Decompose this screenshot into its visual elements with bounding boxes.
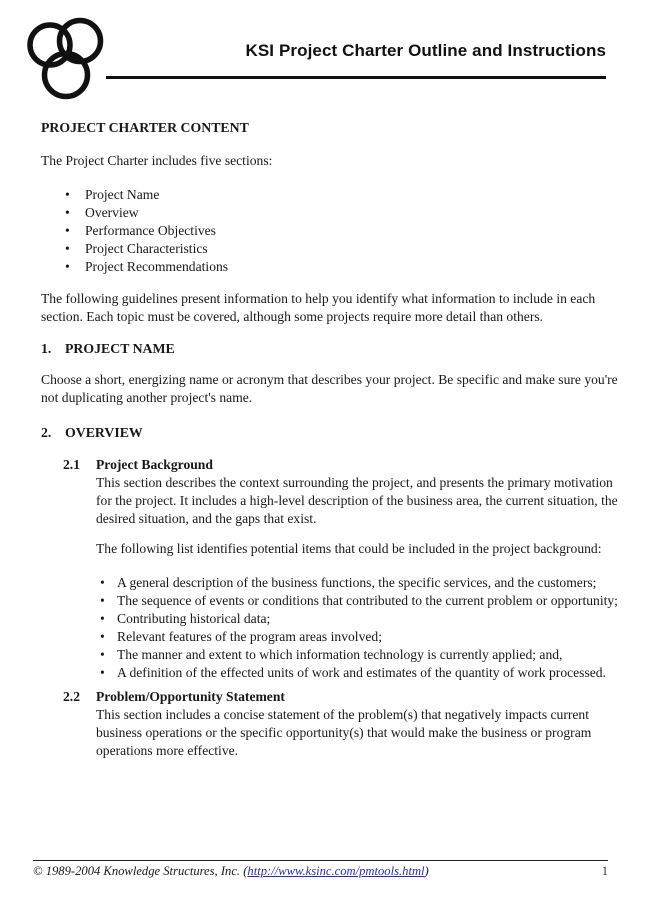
subsection-2-2 [63, 688, 621, 760]
bullet-icon: • [100, 593, 105, 608]
guidelines-paragraph: The following guidelines present information to help you identify what information to include in each section. Each topic must be covered, although some projects require more detail than others. [41, 291, 596, 324]
background-items-list [96, 574, 621, 682]
list-item-text: The sequence of events or conditions that contributed to the current problem or opportunity; [117, 593, 618, 608]
section-2-title: OVERVIEW [65, 425, 143, 440]
copyright-suffix: ) [424, 864, 429, 878]
subsection-2-1-number: 2.1 [63, 457, 80, 472]
list-item-text: Project Recommendations [85, 259, 229, 274]
section-1-heading [41, 340, 621, 358]
bullet-icon: • [65, 241, 70, 256]
subsection-2-1-title: Project Background [96, 457, 213, 472]
list-item [65, 186, 621, 204]
bullet-icon: • [100, 665, 105, 680]
list-item-text: Performance Objectives [85, 223, 216, 238]
list-item [65, 204, 621, 222]
bullet-icon: • [65, 259, 70, 274]
list-item [65, 222, 621, 240]
subsection-2-1-paragraph-2: The following list identifies potential items that could be included in the project background: [96, 541, 602, 556]
bullet-icon: • [65, 187, 70, 202]
list-item-text: Project Characteristics [85, 241, 208, 256]
bullet-icon: • [100, 611, 105, 626]
page-footer [33, 860, 608, 879]
charter-sections-list [41, 186, 621, 276]
list-item-text: A general description of the business functions, the specific services, and the customers; [117, 575, 597, 590]
footer-link[interactable]: http://www.ksinc.com/pmtools.html [247, 864, 425, 878]
section-1-number: 1. [41, 341, 52, 356]
section-2-heading [41, 424, 621, 442]
section-2-number: 2. [41, 425, 52, 440]
bullet-icon: • [100, 629, 105, 644]
list-item-text: Overview [85, 205, 139, 220]
subsection-2-1-paragraph-1: This section describes the context surrounding the project, and presents the primary motivation for the project. It includes a high-level description of the business area, the current situation, the desired situation, and the gaps that exist. [96, 475, 618, 526]
list-item-text: Relevant features of the program areas involved; [117, 629, 382, 644]
section-1-title: PROJECT NAME [65, 341, 175, 356]
subsection-2-1 [63, 456, 621, 682]
list-item [100, 628, 621, 646]
list-item [100, 610, 621, 628]
ksi-three-rings-logo-icon [24, 14, 108, 102]
subsection-2-2-title: Problem/Opportunity Statement [96, 689, 285, 704]
bullet-icon: • [65, 205, 70, 220]
list-item [100, 574, 621, 592]
list-item [100, 646, 621, 664]
subsection-2-2-paragraph: This section includes a concise statement of the problem(s) that negatively impacts current business operations or the specific opportunity(s) that would make the business or program operations more effective. [96, 707, 592, 758]
bullet-icon: • [100, 575, 105, 590]
page-number: 1 [601, 864, 608, 878]
copyright-prefix: © 1989-2004 Knowledge Structures, Inc. ( [33, 864, 248, 878]
list-item-text: The manner and extent to which information technology is currently applied; and, [117, 647, 563, 662]
section-1-paragraph: Choose a short, energizing name or acronym that describes your project. Be specific and make sure you're not duplicating another project's name. [41, 372, 618, 405]
subsection-2-2-number: 2.2 [63, 689, 80, 704]
copyright-text [33, 864, 429, 879]
page-title: KSI Project Charter Outline and Instructions [245, 41, 606, 60]
list-item [65, 240, 621, 258]
intro-paragraph: The Project Charter includes five sections: [41, 153, 273, 168]
content-heading: PROJECT CHARTER CONTENT [41, 120, 249, 135]
list-item-text: Contributing historical data; [117, 611, 271, 626]
header-rule-divider [106, 76, 606, 79]
list-item-text: A definition of the effected units of work and estimates of the quantity of work processed. [117, 665, 606, 680]
bullet-icon: • [65, 223, 70, 238]
list-item-text: Project Name [85, 187, 160, 202]
document-body [41, 112, 621, 760]
list-item [100, 664, 621, 682]
bullet-icon: • [100, 647, 105, 662]
list-item [100, 592, 621, 610]
list-item [65, 258, 621, 276]
